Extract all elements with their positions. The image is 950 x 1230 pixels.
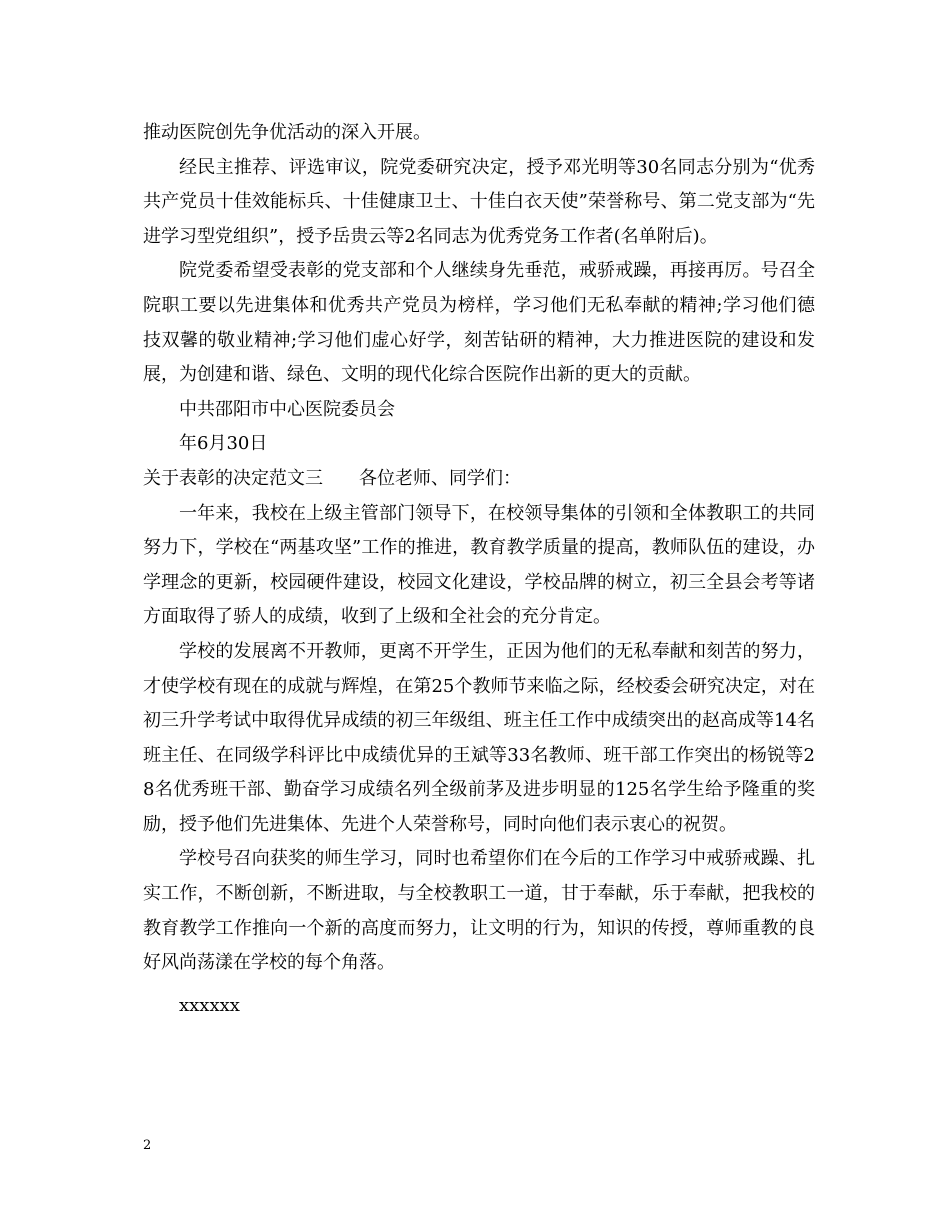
page-number: 2 [143, 1138, 152, 1153]
paragraph-3: 院党委希望受表彰的党支部和个人继续身先垂范，戒骄戒躁，再接再厉。号召全院职工要以先进集体和优秀共产党员为榜样，学习他们无私奉献的精神;学习他们德技双馨的敬业精神;学习他们虚心好学，刻苦钻研的精神，大力推进医院的建设和发展，为创建和谐、绿色、文明的现代化综合医院作出新的更大的贡献。 [143, 260, 815, 386]
heading-line [143, 462, 815, 497]
paragraph-1: 推动医院创先争优活动的深入开展。 [143, 122, 431, 143]
signature: xxxxxx [179, 994, 240, 1016]
date-line: 年6月30日 [179, 433, 268, 455]
organization-name: 中共邵阳市中心医院委员会 [179, 398, 395, 420]
section-title: 关于表彰的决定范文三 [143, 467, 323, 489]
paragraph-5: 学校的发展离不开教师，更离不开学生，正因为他们的无私奉献和刻苦的努力，才使学校有现在的成就与辉煌，在第25个教师节来临之际，经校委会研究决定，对在初三升学考试中取得优异成绩的初三年级组、班主任工作中成绩突出的赵高成等14名班主任、在同级学科评比中成绩优异的王斌等33名教师、班干部工作突出的杨锐等28名优秀班干部、勤奋学习成绩名列全级前茅及进步明显的125名学生给予隆重的奖励，授予他们先进集体、先进个人荣誉称号，同时向他们表示衷心的祝贺。 [143, 640, 815, 835]
paragraph-4: 一年来，我校在上级主管部门领导下，在校领导集体的引领和全体教职工的共同努力下，学校在“两基攻坚”工作的推进，教育教学质量的提高，教师队伍的建设，办学理念的更新，校园硬件建设，校园文化建设，学校品牌的树立，初三全县会考等诸方面取得了骄人的成绩，收到了上级和全社会的充分肯定。 [143, 502, 815, 628]
paragraph-2: 经民主推荐、评选审议，院党委研究决定，授予邓光明等30名同志分别为“优秀共产党员十佳效能标兵、十佳健康卫士、十佳白衣天使”荣誉称号、第二党支部为“先进学习型党组织”，授予岳贵云等2名同志为优秀党务工作者(名单附后)。 [143, 156, 815, 247]
salutation: 各位老师、同学们： [359, 467, 521, 489]
document-body [143, 116, 815, 1023]
paragraph-6: 学校号召向获奖的师生学习，同时也希望你们在今后的工作学习中戒骄戒躁、扎实工作，不断创新，不断进取，与全校教职工一道，甘于奉献，乐于奉献，把我校的教育教学工作推向一个新的高度而努力，让文明的行为，知识的传授，尊师重教的良好风尚荡漾在学校的每个角落。 [143, 848, 815, 974]
